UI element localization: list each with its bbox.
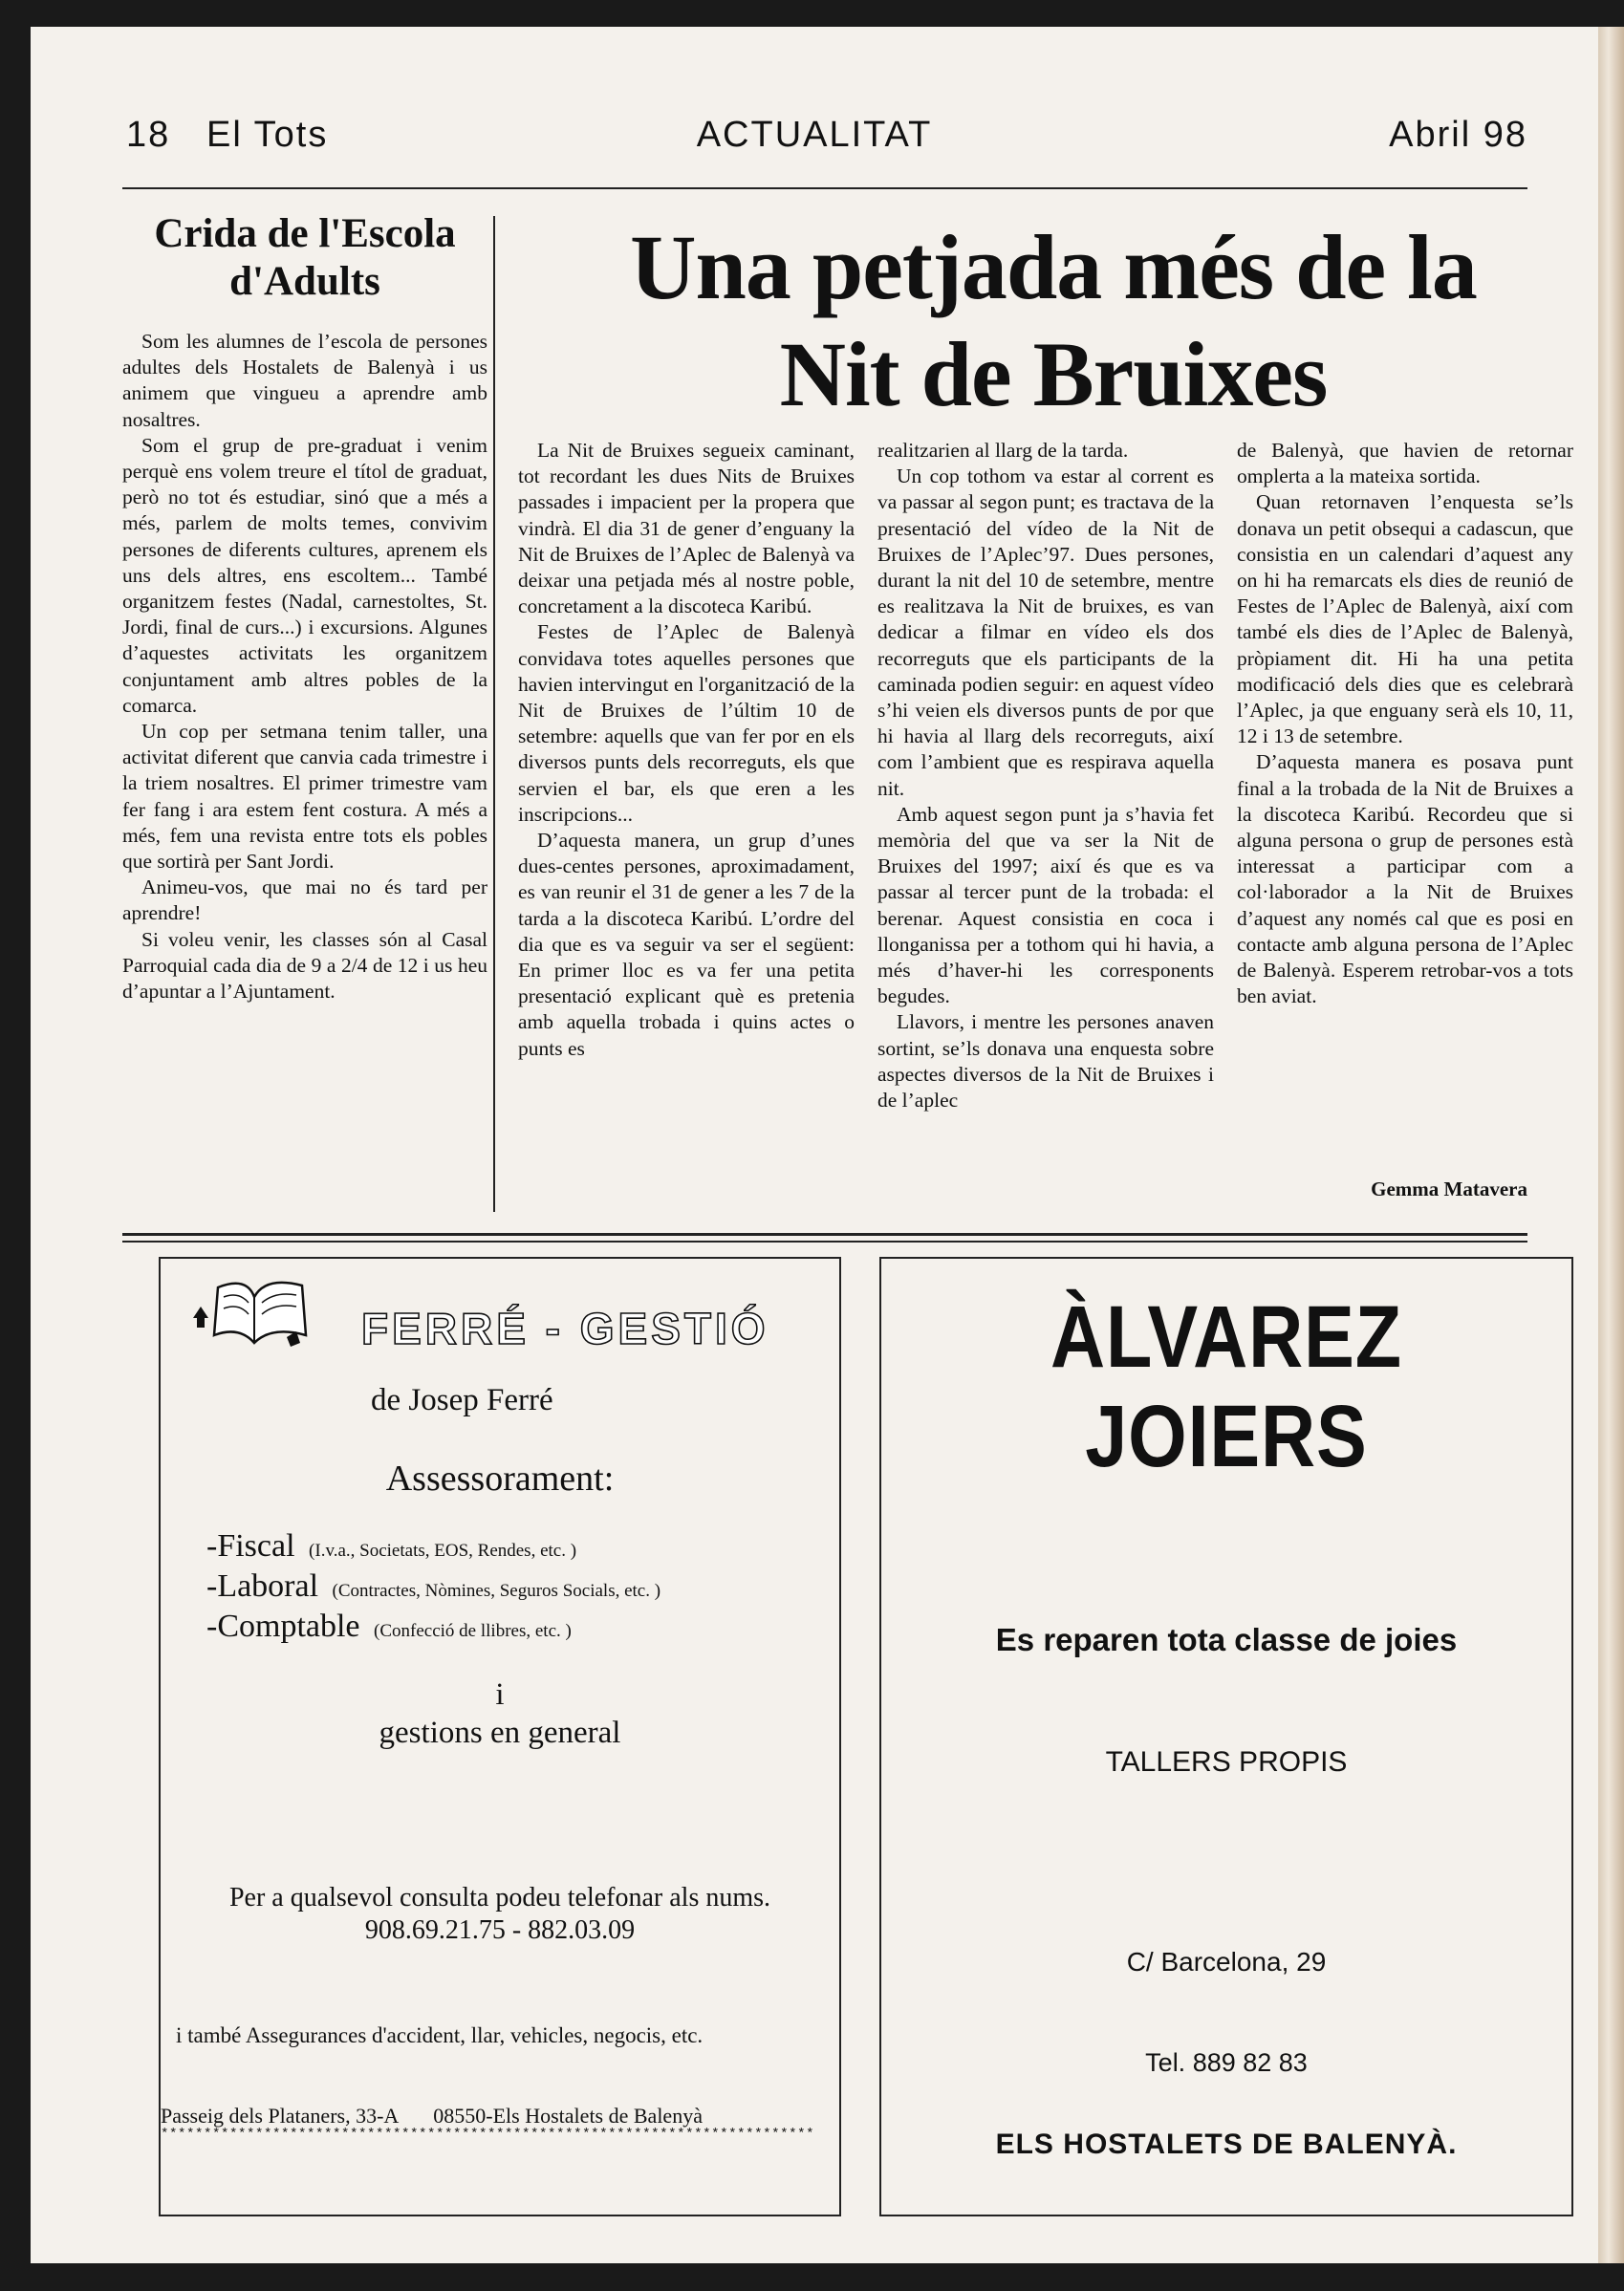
side-title-line1: Crida de l'Escola <box>154 211 456 256</box>
ferre-heading: Assessorament: <box>385 1459 615 1499</box>
paragraph: Animeu-vos, que mai no és tard per aprendre! <box>122 875 487 925</box>
ferre-title: FERRÉ - GESTIÓ <box>361 1304 769 1353</box>
paragraph-continuation: de Balenyà, que havien de retornar omplerta a la mateixa sortida. <box>1237 439 1573 488</box>
main-title-line1: Una petjada més de la <box>630 216 1477 318</box>
main-article-title <box>509 214 1598 428</box>
paragraph: Som les alumnes de l’escola de persones adultes dels Hostalets de Balenyà i us animem que vingueu a aprendre amb nosaltres. <box>122 330 487 431</box>
service-laboral <box>206 1568 660 1605</box>
section-header: ACTUALITAT <box>696 115 933 155</box>
town-address: 08550-Els Hostalets de Balenyà <box>433 2104 703 2128</box>
page-header-left <box>126 115 328 172</box>
paragraph-continuation: realitzarien al llarg de la tarda. <box>877 439 1129 462</box>
ferre-address <box>161 2104 830 2129</box>
alvarez-name <box>930 1287 1524 1486</box>
article-column-1 <box>518 438 855 1113</box>
article-column-3 <box>1237 438 1573 1113</box>
side-title-line2: d'Adults <box>229 259 380 304</box>
paragraph: Un cop per setmana tenim taller, una activitat diferent que canvia cada trimestre i la triem nosaltres. El primer trimestre vam fer fang i ara estem fent costura. A més a més, fem una revista entre tots els pobles que sortirà per Sant Jordi. <box>122 720 487 874</box>
contact-text: Per a qualsevol consulta podeu telefonar als nums. <box>228 1883 771 1913</box>
service-detail: (Contractes, Nòmines, Seguros Socials, etc. ) <box>332 1581 661 1601</box>
ferre-insurance: i també Assegurances d'accident, llar, vehicles, negocis, etc. <box>176 2023 704 2047</box>
paragraph: Si voleu venir, les classes són al Casal Parroquial cada dia de 9 a 2/4 de 12 i us heu d’apuntar a l’Ajuntament. <box>122 927 487 1004</box>
service-name: -Fiscal <box>206 1528 295 1564</box>
paragraph: Amb aquest segon punt ja s’havia fet memòria del que va ser la Nit de Bruixes del 1997; així és que es va passar al tercer punt de la trobada: el berenar. Aquest consistia en coca i llonganissa per a tothom qui hi havia, a més d’haver-hi les corresponents begudes. <box>877 802 1214 1008</box>
open-book-icon <box>180 1268 323 1354</box>
paragraph: La Nit de Bruixes segueix caminant, tot recordant les dues Nits de Bruixes passades i impacient per la propera que vindrà. El dia 31 de gener d’enguany la Nit de Bruixes de l’Aplec de Balenyà va deixar una petjada més al nostre poble, concretament a la discoteca Karibú. <box>518 439 855 618</box>
section-rule-bottom <box>122 1241 1527 1243</box>
service-detail: (Confecció de llibres, etc. ) <box>374 1621 572 1641</box>
paragraph: Llavors, i mentre les persones anaven sortint, se’ls donava una enquesta sobre aspectes diversos de la Nit de Bruixes i de l’aplec <box>877 1010 1214 1113</box>
alvarez-town: ELS HOSTALETS DE BALENYÀ. <box>995 2129 1458 2160</box>
ferre-conjunction: i <box>495 1677 505 1712</box>
ferre-owner <box>161 1383 839 1418</box>
page-number: 18 <box>126 115 171 155</box>
service-comptable <box>206 1609 572 1645</box>
paragraph: Quan retornaven l’enquesta se’ls donava un petit obsequi a cadascun, que consistia en un calendari d’aquest any on hi ha remarcats els dies de reunió de Festes de l’Aplec de Balenyà, així com també els dies de l’Aplec de Balenyà, pròpiament dit. Hi ha una petita modificació dels dies que es celebrarà l’Aplec, ja que enguany serà els 10, 11, 12 i 13 de setembre. <box>1237 490 1573 748</box>
article-column-2 <box>877 438 1214 1113</box>
ferre-general: gestions en general <box>379 1716 621 1750</box>
publication-name: El Tots <box>206 115 329 155</box>
paragraph: Un cop tothom va estar al corrent es va passar al segon punt; es tractava de la presentació del vídeo de la Nit de Bruixes de l’Aplec’97. Dues persones, durant la nit del 10 de setembre, mentre es realitzava la Nit de bruixes, es van dedicar a filmar en vídeo els dos recorreguts que els participants de la caminada podien seguir: en aquest vídeo s’hi veien els diversos punts de por que hi havia al llarg dels recorreguts, així com l’ambient que es respirava aquella nit. <box>877 465 1214 800</box>
side-article <box>122 210 487 1005</box>
alvarez-name-line1: ÀLVAREZ <box>1050 1288 1402 1386</box>
ferre-contact <box>161 1882 839 1947</box>
service-name: -Comptable <box>206 1609 360 1644</box>
alvarez-slogan: Es reparen tota classe de joies <box>995 1622 1458 1657</box>
ad-ferre-gestio <box>159 1257 841 2216</box>
header-rule <box>122 187 1527 189</box>
alvarez-address: C/ Barcelona, 29 <box>1126 1947 1327 1977</box>
paragraph: D’aquesta manera es posava punt final a la trobada de la Nit de Bruixes a la discoteca Karibú. Recordeu que si alguna persona o grup de persones està interessat a participar com a col·laborador a la Nit de Bruixes d’aquest any només cal que es posi en contacte amb alguna persona de l’Aplec de Balenyà. Esperem retrobar-vos a tots ben aviat. <box>1237 750 1573 1008</box>
main-article-body <box>518 438 1573 1113</box>
alvarez-name-line2: JOIERS <box>1085 1388 1368 1485</box>
service-fiscal <box>206 1528 576 1565</box>
newspaper-page <box>31 27 1598 2263</box>
ad-alvarez-joiers <box>879 1257 1573 2216</box>
issue-date: Abril 98 <box>1389 115 1527 155</box>
service-detail: (I.v.a., Societats, EOS, Rendes, etc. ) <box>309 1541 577 1561</box>
paragraph: Festes de l’Aplec de Balenyà convidava totes aquelles persones que havien intervingut en l'organització de la Nit de Bruixes de l’últim 10 de setembre: aquells que van fer por en els diversos punts dels recorreguts, els que servien el bar, els que eren a les inscripcions... <box>518 620 855 826</box>
street-address: Passeig dels Plataners, 33-A <box>161 2104 400 2128</box>
star-border: **************************************************************************** <box>161 2127 815 2142</box>
paragraph: Som el grup de pre-graduat i venim perquè ens volem treure el títol de graduat, però no tot és estudiar, sinó que a més a més, parlem de molts temes, convivim persones de diferents cultures, aprenem els uns dels altres, ens escoltem... També organitzem festes (Nadal, carnestoltes, St. Jordi, final de curs...) i excursions. Algunes d’aquestes activitats les organitzem conjuntament amb altres pobles de la comarca. <box>122 433 487 717</box>
page-spine <box>1598 27 1624 2263</box>
phone-numbers: 908.69.21.75 - 882.03.09 <box>364 1915 636 1945</box>
side-article-title <box>122 210 487 306</box>
section-rule-top <box>122 1233 1527 1236</box>
column-divider <box>493 216 495 1212</box>
article-byline: Gemma Matavera <box>1371 1178 1527 1200</box>
paragraph: D’aquesta manera, un grup d’unes dues-centes persones, aproximadament, es van reunir el 31 de gener a les 7 de la tarda a la discoteca Karibú. L’ordre del dia que es va seguir va ser el següent: En primer lloc es va fer una petita presentació explicant què es pretenia amb aquella trobada i quins actes o punts es <box>518 829 855 1060</box>
ferre-owner-text: de Josep Ferré <box>371 1383 553 1417</box>
main-title-line2: Nit de Bruixes <box>779 323 1328 425</box>
alvarez-workshops: TALLERS PROPIS <box>1105 1746 1348 1778</box>
alvarez-phone: Tel. 889 82 83 <box>1145 2048 1308 2077</box>
service-name: -Laboral <box>206 1568 319 1604</box>
